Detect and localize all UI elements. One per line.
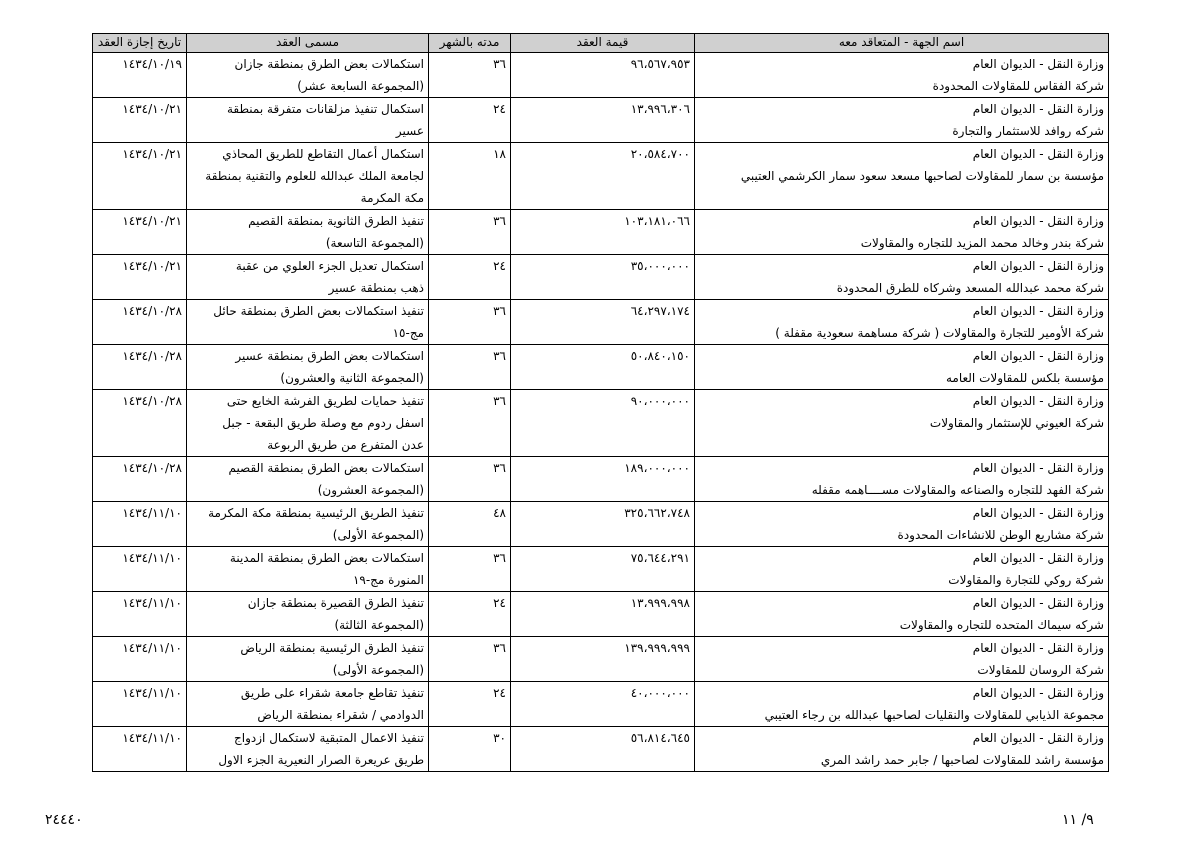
cell-entity	[695, 502, 1109, 547]
cell-contract-value: ٥٠،٨٤٠،١٥٠	[511, 345, 695, 390]
cell-contract-name-line: (المجموعة التاسعة)	[325, 236, 424, 250]
cell-entity-line: شركة الأومير للتجارة والمقاولات ( شركة مساهمة سعودية مقفلة )	[775, 326, 1104, 340]
cell-duration-months: ٣٦	[429, 53, 511, 98]
cell-duration-months: ٣٦	[429, 547, 511, 592]
cell-contract-name	[187, 592, 429, 637]
cell-entity	[695, 300, 1109, 345]
cell-contract-name	[187, 98, 429, 143]
cell-approval-date: ١٤٣٤/١١/١٠	[93, 592, 187, 637]
header-approval-date: تاريخ إجازة العقد	[93, 34, 187, 53]
header-duration: مدته بالشهر	[429, 34, 511, 53]
cell-entity	[695, 98, 1109, 143]
cell-contract-name	[187, 547, 429, 592]
table-row	[93, 255, 1109, 300]
cell-contract-name-line: (المجموعة الثانية والعشرون)	[280, 371, 424, 385]
cell-entity-line: وزارة النقل - الديوان العام	[972, 551, 1104, 565]
table-body	[93, 53, 1109, 772]
cell-duration-months: ٢٤	[429, 98, 511, 143]
cell-entity-line: وزارة النقل - الديوان العام	[972, 461, 1104, 475]
cell-contract-name	[187, 210, 429, 255]
cell-contract-name-line: تنفيذ الطرق الثانوية بمنطقة القصيم	[248, 214, 424, 228]
cell-contract-name-line: اسفل ردوم مع وصلة طريق البقعة - جبل	[222, 416, 424, 430]
cell-duration-months: ٣٦	[429, 300, 511, 345]
table-row	[93, 345, 1109, 390]
cell-approval-date: ١٤٣٤/١٠/٢١	[93, 255, 187, 300]
cell-approval-date: ١٤٣٤/١٠/٢٨	[93, 300, 187, 345]
table-row	[93, 547, 1109, 592]
header-contract-name: مسمى العقد	[187, 34, 429, 53]
cell-entity-line: وزارة النقل - الديوان العام	[972, 259, 1104, 273]
cell-entity	[695, 637, 1109, 682]
cell-approval-date: ١٤٣٤/١٠/٢٨	[93, 345, 187, 390]
cell-contract-name-line: استكمالات بعض الطرق بمنطقة جازان	[234, 57, 424, 71]
cell-entity-line: وزارة النقل - الديوان العام	[972, 214, 1104, 228]
cell-contract-name-line: استكمال تعديل الجزء العلوي من عقبة	[235, 259, 424, 273]
table-row	[93, 210, 1109, 255]
cell-contract-value: ١٣٩،٩٩٩،٩٩٩	[511, 637, 695, 682]
cell-entity-line: وزارة النقل - الديوان العام	[972, 596, 1104, 610]
cell-contract-name	[187, 300, 429, 345]
header-value: قيمة العقد	[511, 34, 695, 53]
cell-contract-name-line: الدوادمي / شقراء بمنطقة الرياض	[257, 708, 424, 722]
cell-entity-line: شركة العيوني للإستثمار والمقاولات	[929, 416, 1104, 430]
cell-contract-name	[187, 727, 429, 772]
cell-contract-name	[187, 637, 429, 682]
cell-contract-name	[187, 682, 429, 727]
cell-entity-line: وزارة النقل - الديوان العام	[972, 641, 1104, 655]
cell-contract-name-line: (المجموعة السابعة عشر)	[297, 79, 424, 93]
cell-entity-line: شركه سيماك المتحده للتجاره والمقاولات	[899, 618, 1104, 632]
cell-approval-date: ١٤٣٤/١٠/٢١	[93, 143, 187, 210]
cell-entity	[695, 255, 1109, 300]
cell-duration-months: ٣٦	[429, 390, 511, 457]
cell-duration-months: ٣٦	[429, 210, 511, 255]
cell-entity-line: وزارة النقل - الديوان العام	[972, 304, 1104, 318]
cell-contract-value: ٣٥،٠٠٠،٠٠٠	[511, 255, 695, 300]
cell-contract-name-line: مكة المكرمة	[360, 191, 424, 205]
cell-contract-name-line: تنفيذ الاعمال المتبقية لاستكمال ازدواج	[234, 731, 424, 745]
table-row	[93, 637, 1109, 682]
cell-entity	[695, 727, 1109, 772]
cell-entity-line: وزارة النقل - الديوان العام	[972, 686, 1104, 700]
cell-contract-name-line: استكمال أعمال التقاطع للطريق المحاذي	[222, 147, 424, 161]
cell-contract-name-line: استكمالات بعض الطرق بمنطقة القصيم	[228, 461, 424, 475]
cell-contract-value: ٥٦،٨١٤،٦٤٥	[511, 727, 695, 772]
cell-approval-date: ١٤٣٤/١١/١٠	[93, 547, 187, 592]
cell-entity-line: شركة روكي للتجارة والمقاولات	[948, 573, 1104, 587]
cell-contract-value: ٣٢٥،٦٦٢،٧٤٨	[511, 502, 695, 547]
cell-approval-date: ١٤٣٤/١١/١٠	[93, 502, 187, 547]
table-row	[93, 592, 1109, 637]
cell-entity-line: وزارة النقل - الديوان العام	[972, 394, 1104, 408]
cell-contract-name	[187, 502, 429, 547]
cell-entity	[695, 143, 1109, 210]
cell-entity-line: مجموعة الذيابي للمقاولات والنقليات لصاحبها عبدالله بن رجاء العتيبي	[764, 708, 1104, 722]
cell-approval-date: ١٤٣٤/١١/١٠	[93, 682, 187, 727]
cell-contract-name-line: طريق عريعرة الصرار النعيرية الجزء الاول	[218, 753, 424, 767]
document-number: ٢٤٤٤٠	[45, 812, 83, 828]
page-number: ٩/ ١١	[1062, 812, 1094, 828]
cell-contract-name-line: ذهب بمنطقة عسير	[328, 281, 424, 295]
cell-entity-line: وزارة النقل - الديوان العام	[972, 57, 1104, 71]
cell-entity	[695, 390, 1109, 457]
cell-duration-months: ١٨	[429, 143, 511, 210]
cell-contract-name	[187, 390, 429, 457]
cell-contract-name	[187, 53, 429, 98]
cell-duration-months: ٢٤	[429, 682, 511, 727]
cell-entity-line: شركة مشاريع الوطن للانشاءات المحدودة	[897, 528, 1104, 542]
cell-entity-line: وزارة النقل - الديوان العام	[972, 731, 1104, 745]
table-row	[93, 300, 1109, 345]
cell-entity-line: شركة محمد عبدالله المسعد وشركاه للطرق المحدودة	[836, 281, 1104, 295]
cell-approval-date: ١٤٣٤/١٠/٢١	[93, 210, 187, 255]
table-row	[93, 98, 1109, 143]
cell-entity-line: وزارة النقل - الديوان العام	[972, 147, 1104, 161]
cell-entity	[695, 210, 1109, 255]
table-row	[93, 502, 1109, 547]
table-row	[93, 727, 1109, 772]
cell-contract-name	[187, 457, 429, 502]
table-row	[93, 390, 1109, 457]
cell-entity	[695, 345, 1109, 390]
cell-entity-line: وزارة النقل - الديوان العام	[972, 349, 1104, 363]
cell-contract-value: ١٠٣،١٨١،٠٦٦	[511, 210, 695, 255]
cell-entity-line: شركه روافد للاستثمار والتجارة	[952, 124, 1104, 138]
cell-contract-name-line: (المجموعة الثالثة)	[334, 618, 424, 632]
table-row	[93, 143, 1109, 210]
cell-contract-value: ١٣،٩٩٦،٣٠٦	[511, 98, 695, 143]
cell-entity	[695, 457, 1109, 502]
cell-entity	[695, 547, 1109, 592]
cell-duration-months: ٢٤	[429, 592, 511, 637]
cell-contract-name-line: استكمالات بعض الطرق بمنطقة المدينة	[229, 551, 424, 565]
cell-contract-name-line: (المجموعة الأولى)	[332, 528, 424, 542]
cell-duration-months: ٣٦	[429, 637, 511, 682]
cell-contract-name-line: (المجموعة الأولى)	[332, 663, 424, 677]
cell-contract-name-line: لجامعة الملك عبدالله للعلوم والتقنية بمنطقة	[205, 169, 424, 183]
cell-contract-value: ٩٠،٠٠٠،٠٠٠	[511, 390, 695, 457]
cell-contract-name-line: تنفيذ حمايات لطريق الفرشة الخايع حتى	[226, 394, 424, 408]
cell-duration-months: ٤٨	[429, 502, 511, 547]
cell-contract-value: ٢٠،٥٨٤،٧٠٠	[511, 143, 695, 210]
cell-approval-date: ١٤٣٤/١٠/١٩	[93, 53, 187, 98]
cell-contract-name-line: تنفيذ تقاطع جامعة شقراء على طريق	[240, 686, 424, 700]
cell-entity	[695, 592, 1109, 637]
cell-contract-value: ١٣،٩٩٩،٩٩٨	[511, 592, 695, 637]
cell-entity-line: شركة بندر وخالد محمد المزيد للتجاره والمقاولات	[860, 236, 1104, 250]
cell-duration-months: ٣٦	[429, 345, 511, 390]
table-row	[93, 682, 1109, 727]
cell-contract-name-line: مج-١٥	[392, 326, 424, 340]
header-entity: اسم الجهة - المتعاقد معه	[695, 34, 1109, 53]
cell-entity-line: وزارة النقل - الديوان العام	[972, 506, 1104, 520]
cell-contract-name-line: عسير	[395, 124, 424, 138]
cell-contract-name	[187, 143, 429, 210]
cell-approval-date: ١٤٣٤/١٠/٢٨	[93, 457, 187, 502]
table-row	[93, 457, 1109, 502]
cell-contract-name-line: (المجموعة العشرون)	[317, 483, 424, 497]
cell-entity-line: وزارة النقل - الديوان العام	[972, 102, 1104, 116]
cell-contract-value: ٩٦،٥٦٧،٩٥٣	[511, 53, 695, 98]
table-row	[93, 53, 1109, 98]
contracts-table	[92, 33, 1109, 772]
cell-duration-months: ٣٦	[429, 457, 511, 502]
cell-entity	[695, 53, 1109, 98]
cell-approval-date: ١٤٣٤/١١/١٠	[93, 637, 187, 682]
cell-contract-name-line: المنورة مج-١٩	[352, 573, 424, 587]
cell-duration-months: ٢٤	[429, 255, 511, 300]
cell-entity-line: شركة الروسان للمقاولات	[977, 663, 1104, 677]
cell-contract-value: ٤٠،٠٠٠،٠٠٠	[511, 682, 695, 727]
cell-entity-line: مؤسسة بن سمار للمقاولات لصاحبها مسعد سعود سمار الكرشمي العتيبي	[740, 169, 1104, 183]
cell-contract-name-line: استكمال تنفيذ مزلقانات متفرقة بمنطقة	[226, 102, 424, 116]
cell-contract-name-line: تنفيذ الطرق الرئيسية بمنطقة الرياض	[240, 641, 424, 655]
cell-entity-line: مؤسسة بلكس للمقاولات العامه	[945, 371, 1104, 385]
cell-contract-value: ٧٥،٦٤٤،٢٩١	[511, 547, 695, 592]
cell-contract-value: ٦٤،٢٩٧،١٧٤	[511, 300, 695, 345]
cell-entity-line: مؤسسة راشد للمقاولات لصاحبها / جابر حمد راشد المري	[820, 753, 1104, 767]
cell-approval-date: ١٤٣٤/١١/١٠	[93, 727, 187, 772]
cell-approval-date: ١٤٣٤/١٠/٢٨	[93, 390, 187, 457]
cell-entity-line: شركة الفقاس للمقاولات المحدودة	[932, 79, 1104, 93]
cell-contract-name-line: تنفيذ استكمالات بعض الطرق بمنطقة حائل	[213, 304, 424, 318]
cell-approval-date: ١٤٣٤/١٠/٢١	[93, 98, 187, 143]
cell-contract-name-line: عدن المتفرع من طريق الربوعة	[267, 438, 424, 452]
cell-contract-name-line: تنفيذ الطريق الرئيسية بمنطقة مكة المكرمة	[208, 506, 424, 520]
cell-entity	[695, 682, 1109, 727]
cell-contract-name	[187, 255, 429, 300]
cell-entity-line: شركة الفهد للتجاره والصناعه والمقاولات مســــاهمه مقفله	[811, 483, 1104, 497]
cell-contract-value: ١٨٩،٠٠٠،٠٠٠	[511, 457, 695, 502]
cell-contract-name-line: استكمالات بعض الطرق بمنطقة عسير	[235, 349, 424, 363]
table-header-row	[93, 34, 1109, 53]
cell-contract-name-line: تنفيذ الطرق القصيرة بمنطقة جازان	[247, 596, 424, 610]
cell-duration-months: ٣٠	[429, 727, 511, 772]
cell-contract-name	[187, 345, 429, 390]
